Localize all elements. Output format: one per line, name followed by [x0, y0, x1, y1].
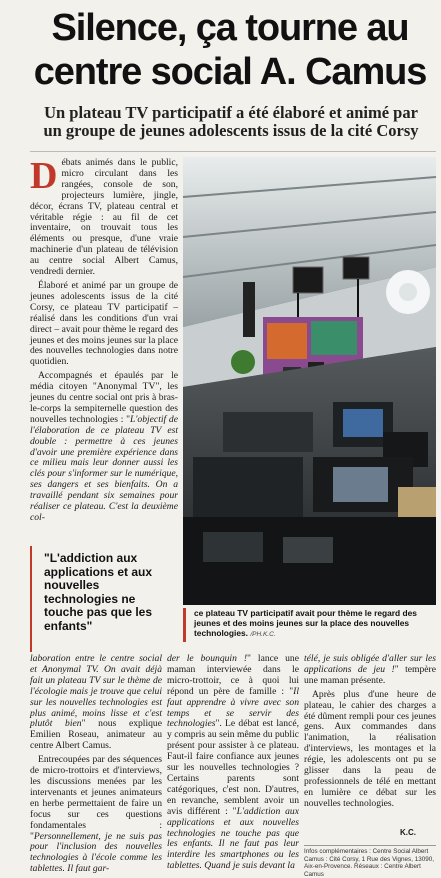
- photo-caption: [183, 608, 436, 642]
- article-column-2: [30, 653, 162, 875]
- info-box: Infos complémentaires : Centre Social Albert Camus : Cité Corsy, 1 Rue des Vignes, 13090, Aix-en-Provence. Réseaux : Centre Albert Camus: [304, 848, 434, 878]
- quote-text: L'addiction aux applications et aux nouvelles technologies ne touche pas que les enfants. Il ne faut pas leur interdire les smartphones ou les tablettes. Quand je suis devant la: [167, 805, 299, 872]
- photo-credit: /PH.K.C.: [250, 631, 276, 638]
- headline-line-2: centre social A. Camus: [33, 51, 427, 93]
- subheadline-line-2: un groupe de jeunes adolescents issus de la cité Corsy: [43, 121, 419, 140]
- article-column-3: [167, 653, 299, 872]
- pull-quote: [30, 546, 180, 652]
- pull-quote-text: "L'addiction aux applications et aux nouvelles technologies ne touche pas que les enfants": [44, 551, 153, 633]
- paragraph-text: " lance une maman interviewée dans le micro-trottoir, ce à quoi lui répond un père de famille : ": [167, 653, 299, 697]
- paragraph: [30, 371, 178, 524]
- headline-line-1: Silence, ça tourne au: [51, 7, 409, 49]
- paragraph-text: Entrecoupées par des séquences de micro-trottoirs et d'interviews, les discussions menées par les intervenants et jeunes animateurs en herbe permettaient de faire un focus sur ces questions fondamentales : ": [30, 754, 162, 842]
- paragraph: [304, 654, 436, 687]
- paragraph-text: ébats animés dans le public, micro circulant dans les rangées, console de son, projecteurs lumière, jingle, décor, écrans TV, plateau central et véritable régie : au fil de cet inventaire, on trouvait tous les éléments ou presque, d'une vraie machinerie d'un plateau de télévision au centre social Albert Camus, vendredi dernier.: [30, 157, 178, 278]
- paragraph: [30, 755, 162, 875]
- headline: [30, 6, 430, 94]
- paragraph: [304, 690, 436, 810]
- dropcap: D: [30, 155, 58, 197]
- paragraph-text: Élaboré et animé par un groupe de jeunes adolescents issus de la cité Corsy, ce plateau TV participatif – réalisé dans les conditions d'un vrai direct – avait pour thème le regard des jeunes et des moins jeunes sur la place des nouvelles technologies dans notre quotidien.: [30, 279, 178, 368]
- author-signature: K.C.: [400, 828, 416, 837]
- divider: [304, 845, 436, 846]
- paragraph-text: ". Le débat est lancé, y compris au sein même du public présent pour assister à ce plateau. Faut-il faire confiance aux jeunes sur les nouvelles technologies ? Certains parents sont catégoriques, c'est non. D'autres, en revanche, semblent avoir un avis différent : ": [167, 718, 299, 817]
- quote-text: der le bounquin !: [167, 653, 248, 664]
- quote-text: télé, je suis obligée d'aller sur les applications de jeu !: [304, 653, 436, 675]
- article-column-4: [304, 654, 436, 826]
- paragraph: [30, 281, 178, 368]
- paragraph-text: Après plus d'une heure de plateau, le cahier des charges a été dûment rempli pour ces jeunes gens. Aux commandes dans l'animation, la réalisation d'interviews, les montages et la régie, les adolescents ont pu se glisser dans la peau de professionnels de télé en mettant en lumière ce débat sur les nouvelles technologies.: [304, 688, 436, 809]
- paragraph: [167, 654, 299, 872]
- paragraph: [30, 654, 162, 752]
- divider: [30, 151, 436, 152]
- quote-text: laboration entre le centre social et Anonymal TV. On avait déjà fait un plateau TV sur le thème de l'écologie mais je trouve que celui sur les nouvelles technologies est plus animé, moins lisse et c'est plutôt bien: [30, 653, 162, 730]
- paragraph: [30, 155, 178, 278]
- subheadline: [26, 104, 436, 140]
- quote-text: Personnellement, je ne suis pas pour l'inclusion des nouvelles technologies à l'école comme les tablettes. Il faut gar-: [30, 830, 162, 875]
- tv-set-photo: [183, 157, 436, 605]
- article-column-1: [30, 155, 178, 542]
- paragraph-text: " tempère une maman présente.: [304, 663, 436, 686]
- quote-text: Il faut apprendre à vivre avec son temps et se servir des technologies: [167, 685, 299, 730]
- quote-text: L'objectif de l'élaboration de ce plateau TV est double : permettre à ces jeunes d'avoir une première expérience dans ce milieu mais leur donner aussi les clés pour s'informer sur le numérique, ses dangers et ses bienfaits. On a travaillé pendant six semaines pour réaliser ce plateau. C'est la deuxième col-: [30, 413, 178, 523]
- caption-text: ce plateau TV participatif avait pour thème le regard des jeunes et des moins jeunes sur la place des nouvelles technologies.: [194, 608, 417, 638]
- paragraph-text: Accompagnés et épaulés par le média citoyen "Anonymal TV", les jeunes du centre social ont pris à bras-le-corps la sempiternelle question des nouvelles technologies : ": [30, 370, 178, 425]
- paragraph-text: " nous explique Emilien Roseau, animateur au centre Albert Camus.: [30, 718, 162, 752]
- subheadline-line-1: Un plateau TV participatif a été élaboré et animé par: [44, 103, 418, 122]
- article-photo: [183, 157, 436, 605]
